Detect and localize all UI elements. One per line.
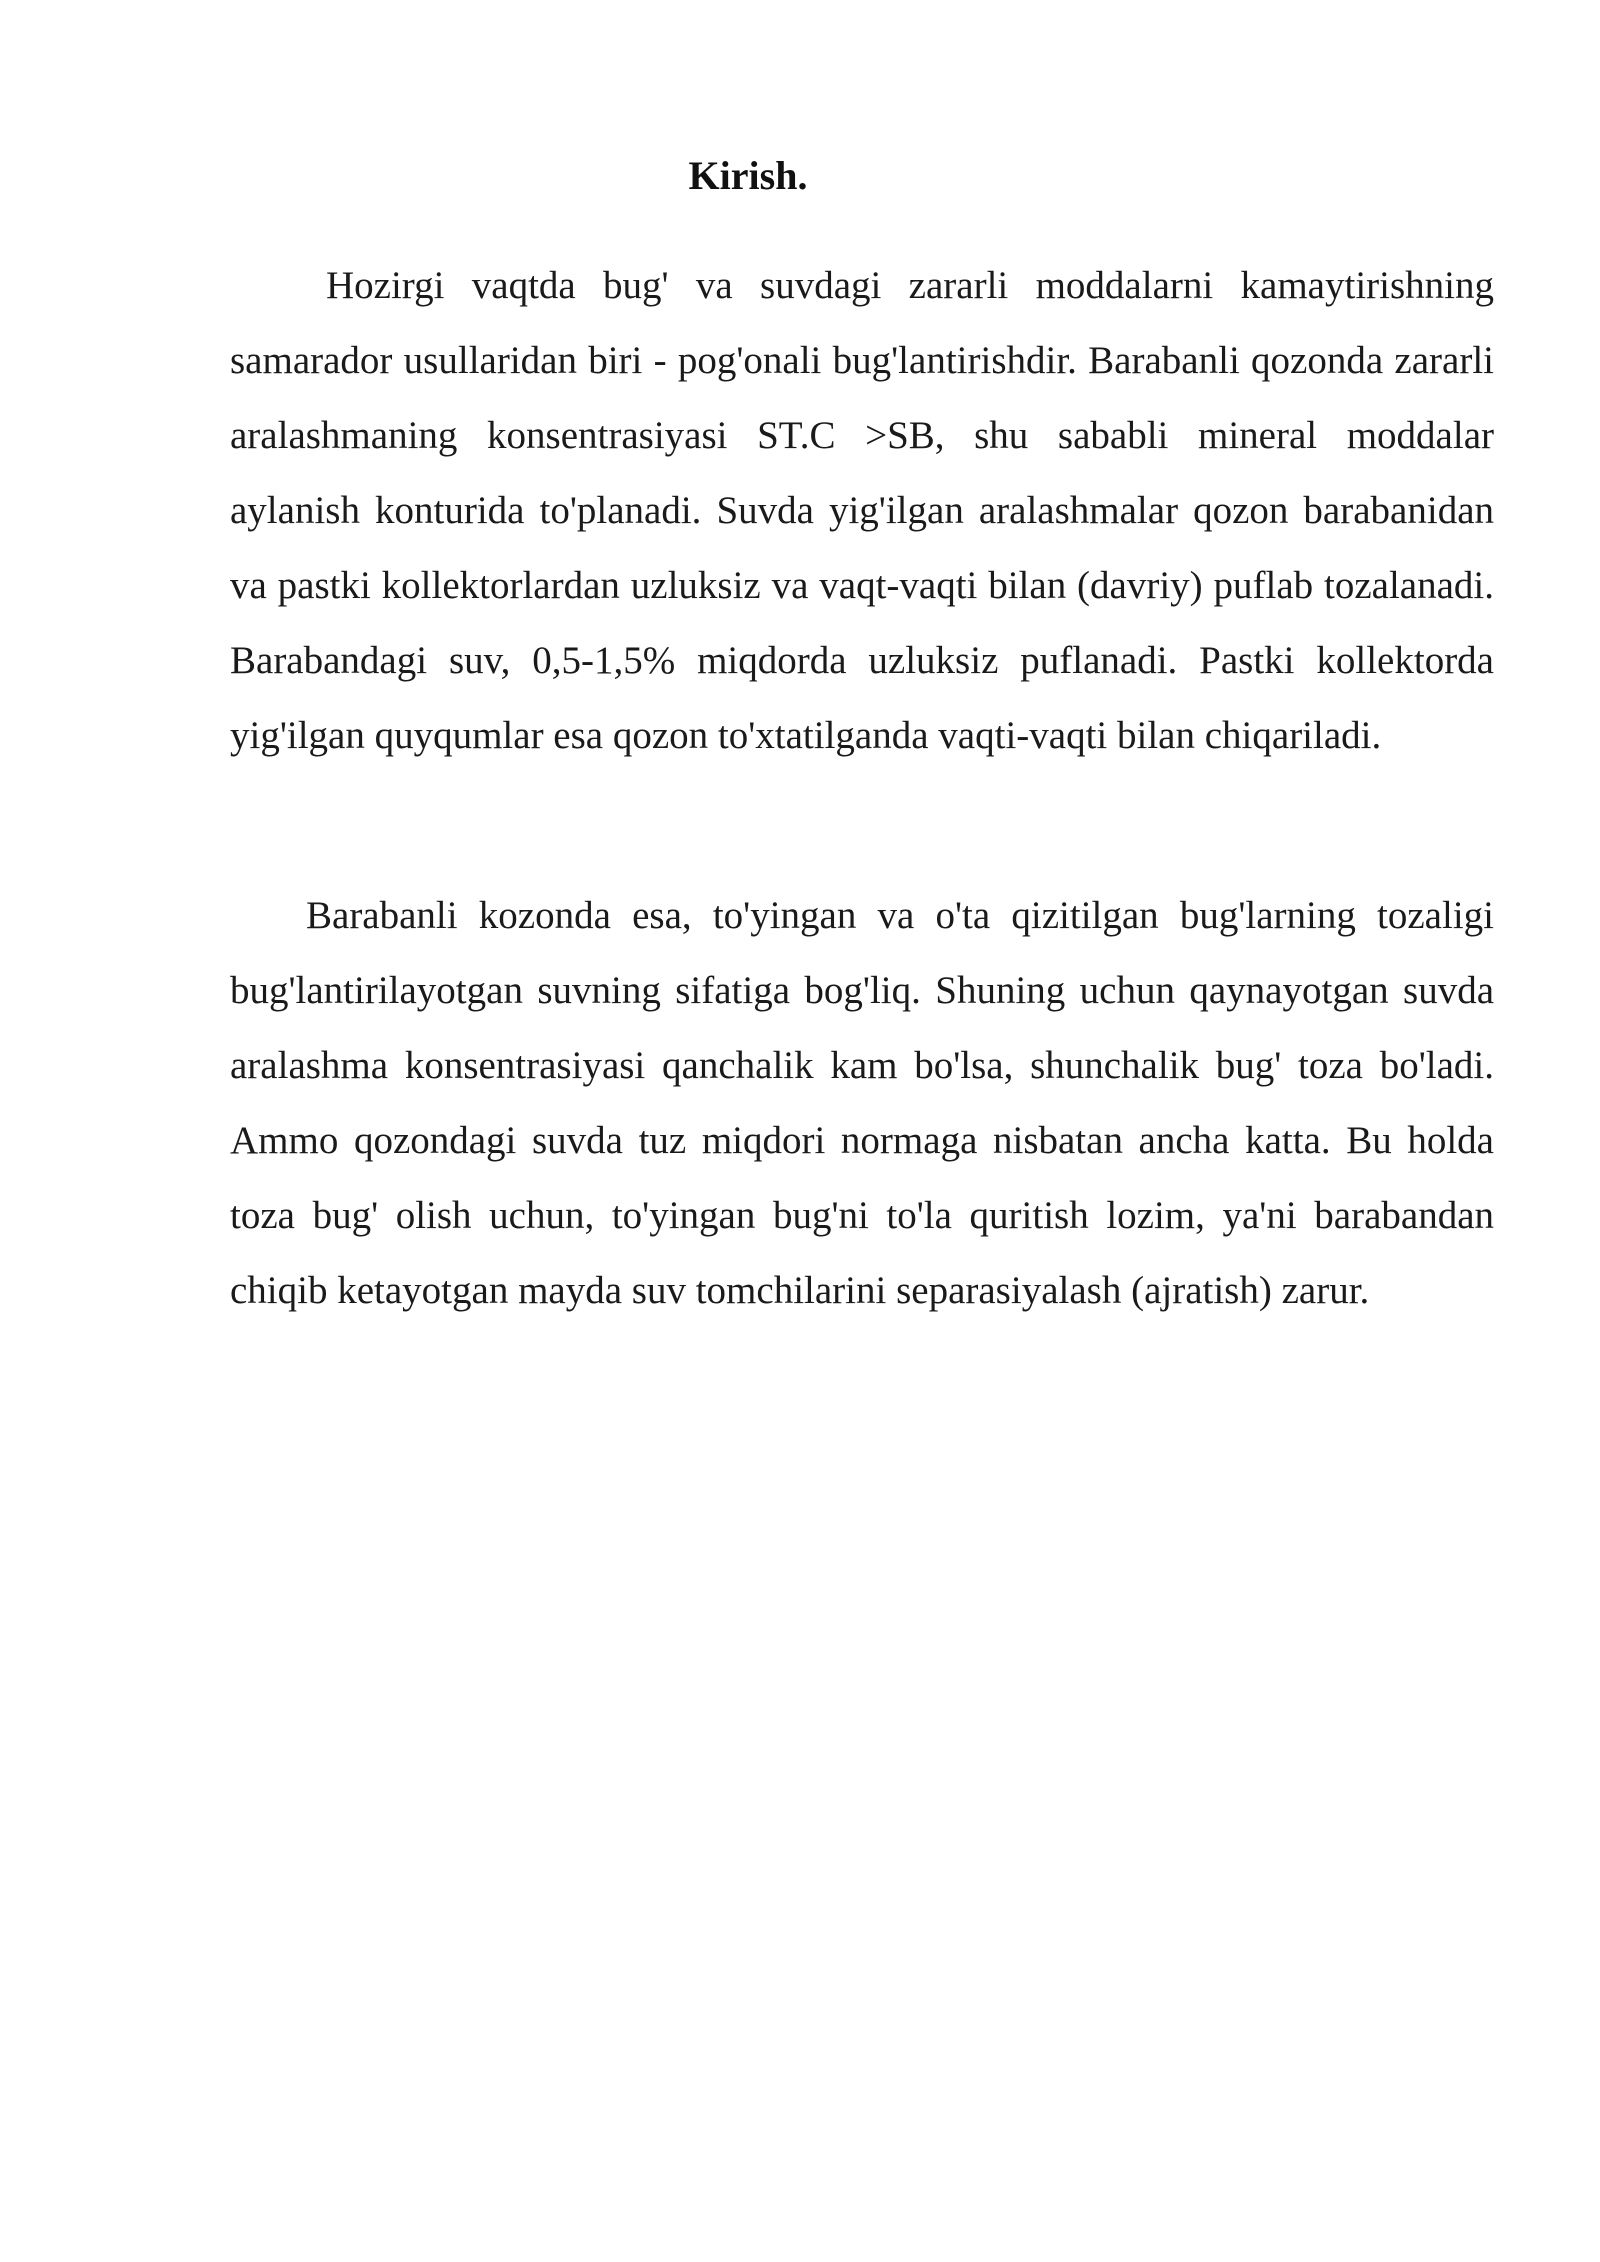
paragraph-2: Barabanli kozonda esa, to'yingan va o'ta qizitilgan bug'larning tozaligi bug'lantirilayotgan suvning sifatiga bog'liq. Shuning uchun qaynayotgan suvda aralashma konsentrasiyasi qanchalik kam bo'lsa, shunchalik bug' toza bo'ladi. Ammo qozondagi suvda tuz miqdori normaga nisbatan ancha katta. Bu holda toza bug' olish uchun, to'yingan bug'ni to'la quritish lozim, ya'ni barabandan chiqib ketayotgan mayda suv tomchilarini separasiyalash (ajratish) zarur. [230,894,1494,1312]
paragraph-1: Hozirgi vaqtda bug' va suvdagi zararli moddalarni kamaytirishning samarador usullaridan biri - pog'onali bug'lantirishdir. Barabanli qozonda zararli aralashmaning konsentrasiyasi ST.C >SB, shu sababli mineral moddalar aylanish konturida to'planadi. Suvda yig'ilgan aralashmalar qozon barabanidan va pastki kollektorlardan uzluksiz va vaqt-vaqti bilan (davriy) puflab tozalanadi. Barabandagi suv, 0,5-1,5% miqdorda uzluksiz puflanadi. Pastki kollektorda yig'ilgan quyqumlar esa qozon to'xtatilganda vaqti-vaqti bilan chiqariladi. [230,264,1494,757]
page-title: Kirish. [688,153,808,198]
